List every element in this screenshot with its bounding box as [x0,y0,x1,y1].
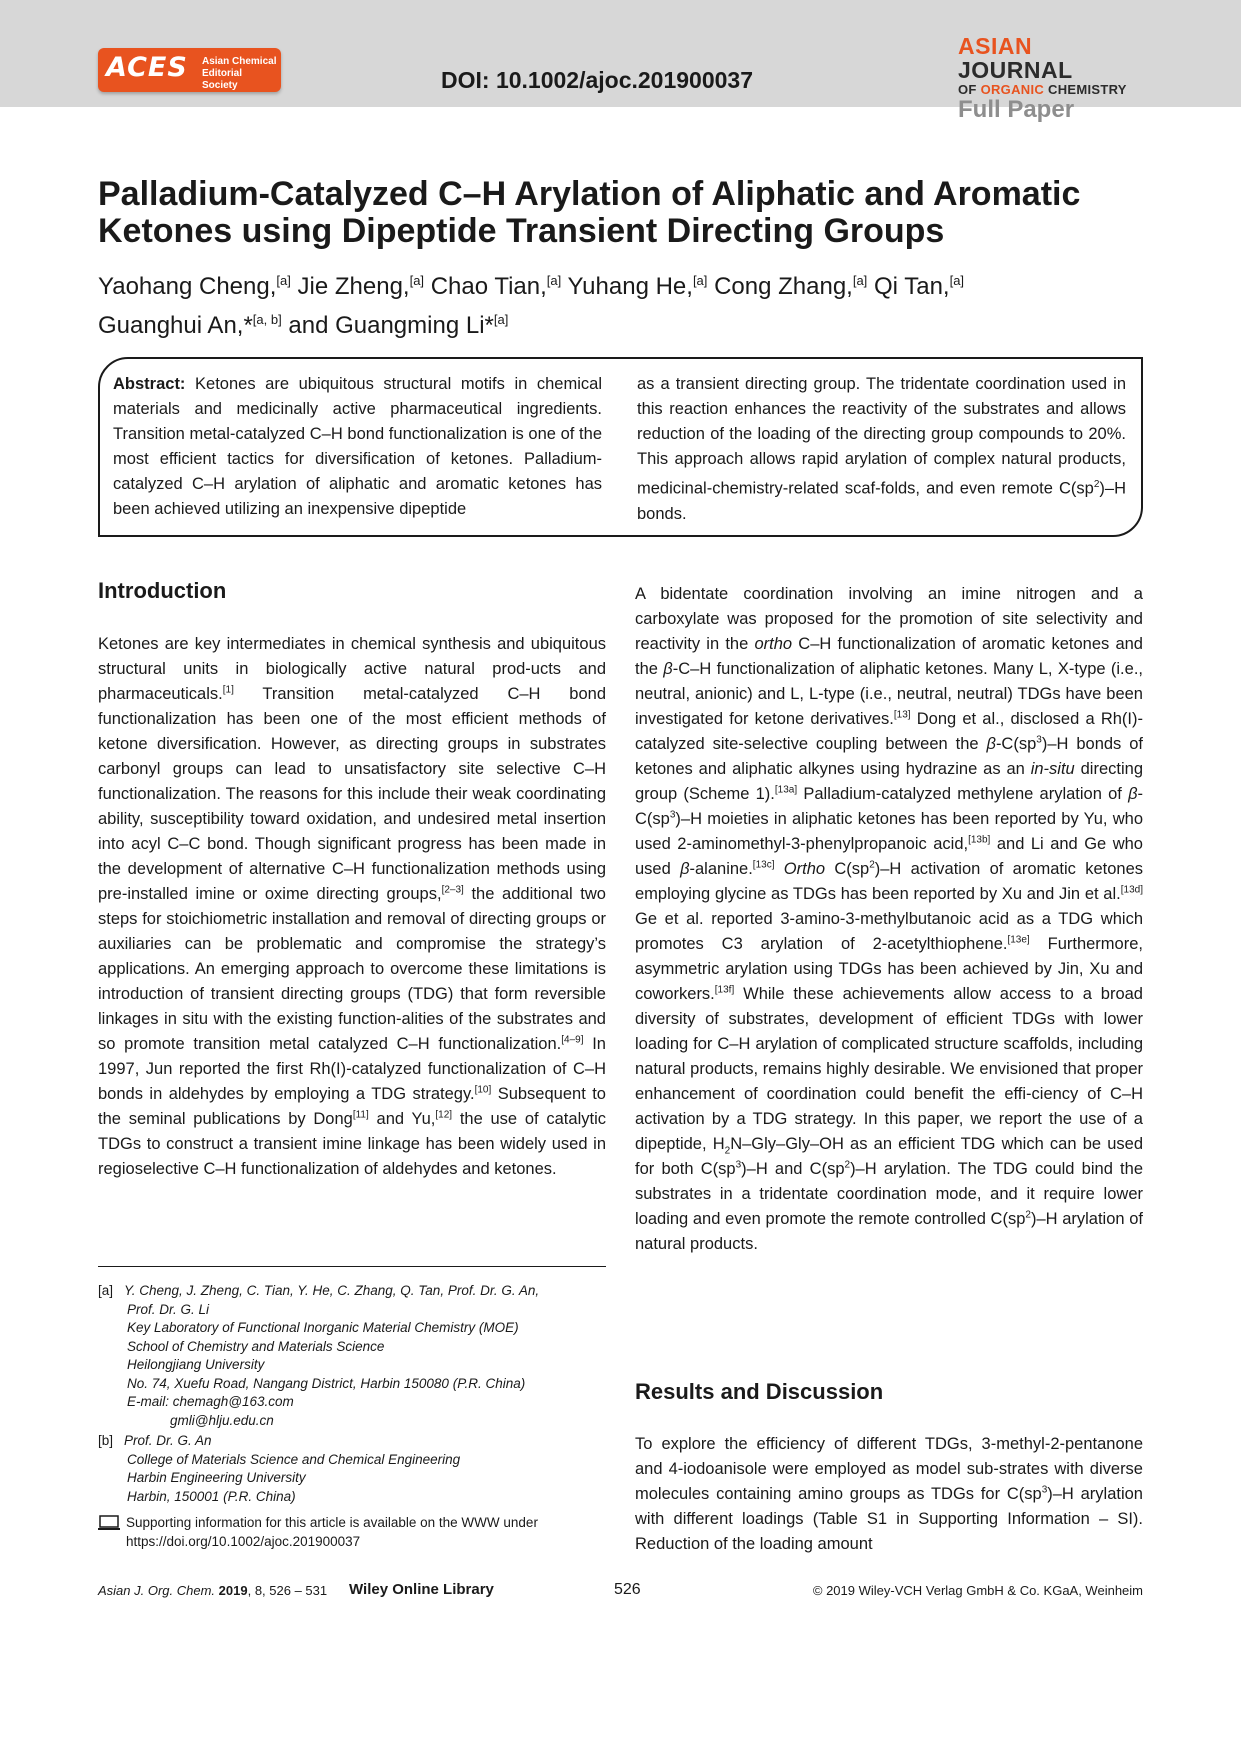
footer-year: 2019 [218,1583,248,1598]
journal-logo-asian: ASIAN [958,33,1033,59]
journal-logo-of: OF [958,82,977,97]
abstract-label: Abstract: [113,375,186,393]
article-type: Full Paper [958,96,1075,123]
results-heading: Results and Discussion [635,1379,884,1404]
footnote-line: College of Materials Science and Chemical Engineering [127,1451,461,1467]
footnote-b-label: [b] [98,1433,114,1448]
author-line-2: Guanghui An,*[a, b] and Guangming Li*[a] [98,312,509,339]
footer-copyright: © 2019 Wiley-VCH Verlag GmbH & Co. KGaA, Weinheim [812,1583,1143,1598]
journal-logo-journal: JOURNAL [958,57,1073,83]
aces-logo-word: ACES [106,52,188,83]
journal-logo-chemistry: CHEMISTRY [1048,82,1127,97]
journal-logo [958,34,1148,122]
aces-logo-subtitle: Asian Chemical Editorial Society [202,56,277,91]
results-paragraph: To explore the efficiency of different TDGs, 3-methyl-2-pentanone and 4-iodoanisole were employed as model sub-strates with diverse molecules containing amino groups as TDGs for $C(sp^3)-H$ arylation with different loadings (Table S1 in Supporting Information – SI). Reduction of the loading amount [635,1435,1143,1553]
page-number: 526 [614,1581,641,1598]
footer-volume-pages: , 8, 526 – 531 [247,1583,328,1598]
footnote-line: Key Laboratory of Functional Inorganic Material Chemistry (MOE) [127,1320,519,1335]
footnote-email[interactable]: gmli@hlju.edu.cn [170,1412,274,1428]
author-list [98,264,1158,342]
footnote-email[interactable]: E-mail: chemagh@163.com [127,1394,294,1409]
footnote-a-label: [a] [98,1283,114,1298]
aces-logo [98,48,281,92]
article-title: Palladium-Catalyzed C–H Arylation of Aliphatic and Aromatic Ketones using Dipeptide Transient Directing Groups [98,175,1081,250]
abstract-right: as a transient directing group. The tridentate coordination used in this reaction enhances the reactivity of the substrates and allows reduction of the loading of the directing group compounds to 20%. This approach allows rapid arylation of complex natural products, medicinal-chemistry-related scaf-folds, and even remote $C(sp^2)-H$ bonds. [637,375,1126,523]
journal-logo-organic: ORGANIC [980,82,1045,97]
footer-citation [98,1583,327,1598]
author-line-1: Yaohang Cheng,[a] Jie Zheng,[a] Chao Tian,[a] Yuhang He,[a] Cong Zhang,[a] Qi Tan,[a] [98,273,965,300]
footnote-line: Harbin, 150001 (P.R. China) [127,1488,296,1504]
doi[interactable]: DOI: 10.1002/ajoc.201900037 [441,67,754,93]
supporting-info-text[interactable]: Supporting information for this article is available on the WWW under https://doi.org/10.1002/ajoc.201900037 [126,1515,538,1549]
footer-journal: Asian J. Org. Chem. [98,1583,216,1598]
intro-heading: Introduction [98,578,227,603]
footnote-rule [98,1266,606,1267]
abstract-left [113,372,602,522]
footnote-a [98,1282,608,1430]
supporting-info-note [98,1514,608,1551]
computer-icon [98,1515,120,1531]
footnote-line: Harbin Engineering University [127,1470,306,1485]
footnote-line: Prof. Dr. G. An [124,1433,212,1448]
right-paragraph: A bidentate coordination involving an imine nitrogen and a carboxylate was proposed for the promotion of site selectivity and reactivity in the ortho C–H functionalization of aromatic ketones and the β-C–H functionalization of aliphatic ketones. Many L, X-type (i.e., neutral, anionic) and L, L-type (i.e., neutral, neutral) TDGs have been investigated for ketone derivatives.[13] Dong et al., disclosed a Rh(I)-catalyzed site-selective coupling between the $\beta-C(sp^3)-H$ bonds of ketones and aliphatic alkynes using hydrazine as an in-situ directing group (Scheme 1).[13a] Palladium-catalyzed methylene arylation of $\beta-C(sp^3)-H$ moieties in aliphatic ketones has been reported by Yu, who used 2-aminomethyl-3-phenylpropanoic acid,[13b] and Li and Ge who used β-alanine.[13c] Ortho $C(sp^2)-H$ activation of aromatic ketones employing glycine as TDGs has been reported by Xu and Jin et al.[13d] Ge et al. reported 3-amino-3-methylbutanoic acid as a TDG which promotes C3 arylation of 2-acetylthiophene.[13e] Furthermore, asymmetric arylation using TDGs has been achieved by Jin, Xu and coworkers.[13f] While these achievements allow access to a broad diversity of substrates, development of efficient TDGs with lower loading for C–H arylation of complicated structure scaffolds, including natural products, remains highly desirable. We envisioned that proper enhancement of coordination could benefit the effi-ciency of C–H activation by a TDG strategy. In this paper, we report the use of a dipeptide, $H_2N-Gly-Gly-OH$ as an efficient TDG which can be used for both $C(sp^3)-H$ and $C(sp^2)-H$ arylation. The TDG could bind the substrates in a tridentate coordination mode, and it require lower loading and even promote the remote controlled $C(sp^2)-H$ arylation of natural products. [635,585,1143,1253]
footnote-line: Y. Cheng, J. Zheng, C. Tian, Y. He, C. Zhang, Q. Tan, Prof. Dr. G. An, [124,1283,540,1298]
footer-wiley-library[interactable]: Wiley Online Library [349,1581,494,1598]
footnote-b [98,1432,608,1506]
footnotes [98,1282,608,1551]
footnote-line: Heilongjiang University [127,1357,265,1372]
intro-paragraph: Ketones are key intermediates in chemical synthesis and ubiquitous structural units in biologically active natural prod-ucts and pharmaceuticals.[1] Transition metal-catalyzed C–H bond functionalization has been one of the most efficient methods of ketone diversification. However, as directing groups in substrates carbonyl groups can lead to unsatisfactory site selective C–H functionalization. The reasons for this include their weak coordinating ability, susceptibility toward oxidation, and undesired metal insertion into acyl C–C bond. Though significant progress has been made in the development of alternative C–H functionalization methods using pre-installed imine or oxime directing groups,[2–3] the additional two steps for stoichiometric installation and removal of directing groups or auxiliaries can be problematic and compromise the strategy’s applications. An emerging approach to overcome these limitations is introduction of transient directing groups (TDG) that form reversible linkages in situ with the existing function-alities of the substrates and so promote transition metal catalyzed C–H functionalization.[4–9] In 1997, Jun reported the first Rh(I)-catalyzed functionalization of C–H bonds in aldehydes by employing a TDG strategy.[10] Subsequent to the seminal publications by Dong[11] and Yu,[12] the use of catalytic TDGs to construct a transient imine linkage has been widely used in regioselective C–H functionalization of aldehydes and ketones. [98,635,606,1178]
footnote-line: Prof. Dr. G. Li [127,1301,210,1317]
abstract-text-left: Ketones are ubiquitous structural motifs in chemical materials and medicinally active pharmaceutical ingredients. Transition metal-catalyzed C–H bond functionalization is one of the most efficient tactics for diversification of ketones. Palladium-catalyzed C–H arylation of aliphatic and aromatic ketones has been achieved utilizing an inexpensive dipeptide [113,375,602,518]
footnote-line: No. 74, Xuefu Road, Nangang District, Harbin 150080 (P.R. China) [127,1375,526,1391]
right-column-text [635,582,1143,1257]
intro-text [98,632,606,1182]
results-text [635,1432,1143,1557]
footnote-line: School of Chemistry and Materials Science [127,1338,385,1354]
